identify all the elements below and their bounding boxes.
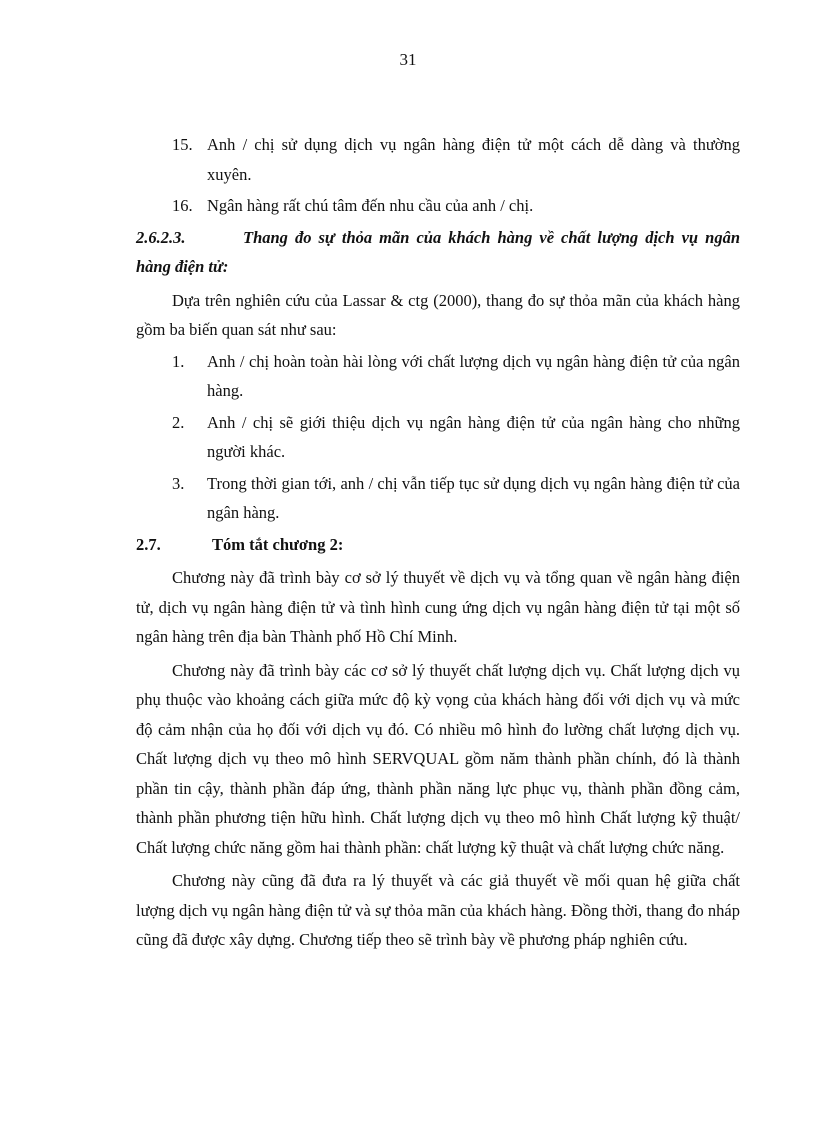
list-item (136, 469, 740, 528)
list-item (136, 347, 740, 406)
list-item (136, 191, 740, 221)
document-body (136, 130, 740, 955)
list-item-text: Anh / chị sẽ giới thiệu dịch vụ ngân hàng điện tử của ngân hàng cho những người khác. (207, 412, 740, 461)
section-heading-2623 (136, 223, 740, 282)
section-number: 2.6.2.3. (136, 227, 186, 247)
paragraph: Chương này cũng đã đưa ra lý thuyết và các giả thuyết về mối quan hệ giữa chất lượng dịch vụ ngân hàng điện tử và sự thỏa mãn của khách hàng. Đồng thời, thang đo nháp cũng đã được xây dựng. Chương tiếp theo sẽ trình bày về phương pháp nghiên cứu. (136, 871, 740, 949)
list-item (136, 130, 740, 189)
paragraph: Dựa trên nghiên cứu của Lassar & ctg (2000), thang đo sự thỏa mãn của khách hàng gồm ba biến quan sát như sau: (136, 290, 740, 339)
list-item-number: 1. (172, 351, 185, 371)
list-item-number: 3. (172, 473, 185, 493)
page-number: 31 (399, 50, 417, 69)
list-item-text: Trong thời gian tới, anh / chị vẫn tiếp tục sử dụng dịch vụ ngân hàng điện tử của ngân hàng. (207, 473, 740, 522)
section-number: 2.7. (136, 534, 161, 554)
section-title: Thang đo sự thỏa mãn của khách hàng về chất lượng dịch vụ ngân hàng điện tử: (136, 227, 740, 276)
section-heading-27 (136, 530, 740, 560)
list-item-text: Ngân hàng rất chú tâm đến nhu cầu của anh / chị. (207, 196, 534, 215)
list-item-number: 2. (172, 412, 185, 432)
paragraph: Chương này đã trình bày các cơ sở lý thuyết chất lượng dịch vụ. Chất lượng dịch vụ phụ thuộc vào khoảng cách giữa mức độ kỳ vọng của khách hàng đối với dịch vụ và mức độ cảm nhận của họ đối với dịch vụ đó. Có nhiều mô hình đo lường chất lượng dịch vụ. Chất lượng dịch vụ theo mô hình SERVQUAL gồm năm thành phần chính, đó là thành phần tin cậy, thành phần đáp ứng, thành phần năng lực phục vụ, thành phần đồng cảm, thành phần phương tiện hữu hình. Chất lượng dịch vụ theo mô hình Chất lượng kỹ thuật/ Chất lượng chức năng gồm hai thành phần: chất lượng kỹ thuật và chất lượng chức năng. (136, 660, 740, 857)
list-item-number: 16. (172, 196, 193, 215)
section-title: Tóm tắt chương 2: (212, 534, 344, 554)
list-item-number: 15. (172, 135, 193, 154)
list-item-text: Anh / chị sử dụng dịch vụ ngân hàng điện tử một cách dễ dàng và thường xuyên. (207, 135, 740, 184)
list-item-text: Anh / chị hoàn toàn hài lòng với chất lượng dịch vụ ngân hàng điện tử của ngân hàng. (207, 351, 740, 400)
paragraph: Chương này đã trình bày cơ sở lý thuyết về dịch vụ và tổng quan về ngân hàng điện tử, dịch vụ ngân hàng điện tử và tình hình cung ứng dịch vụ ngân hàng điện tử tại một số ngân hàng trên địa bàn Thành phố Hồ Chí Minh. (136, 568, 740, 646)
list-item (136, 408, 740, 467)
